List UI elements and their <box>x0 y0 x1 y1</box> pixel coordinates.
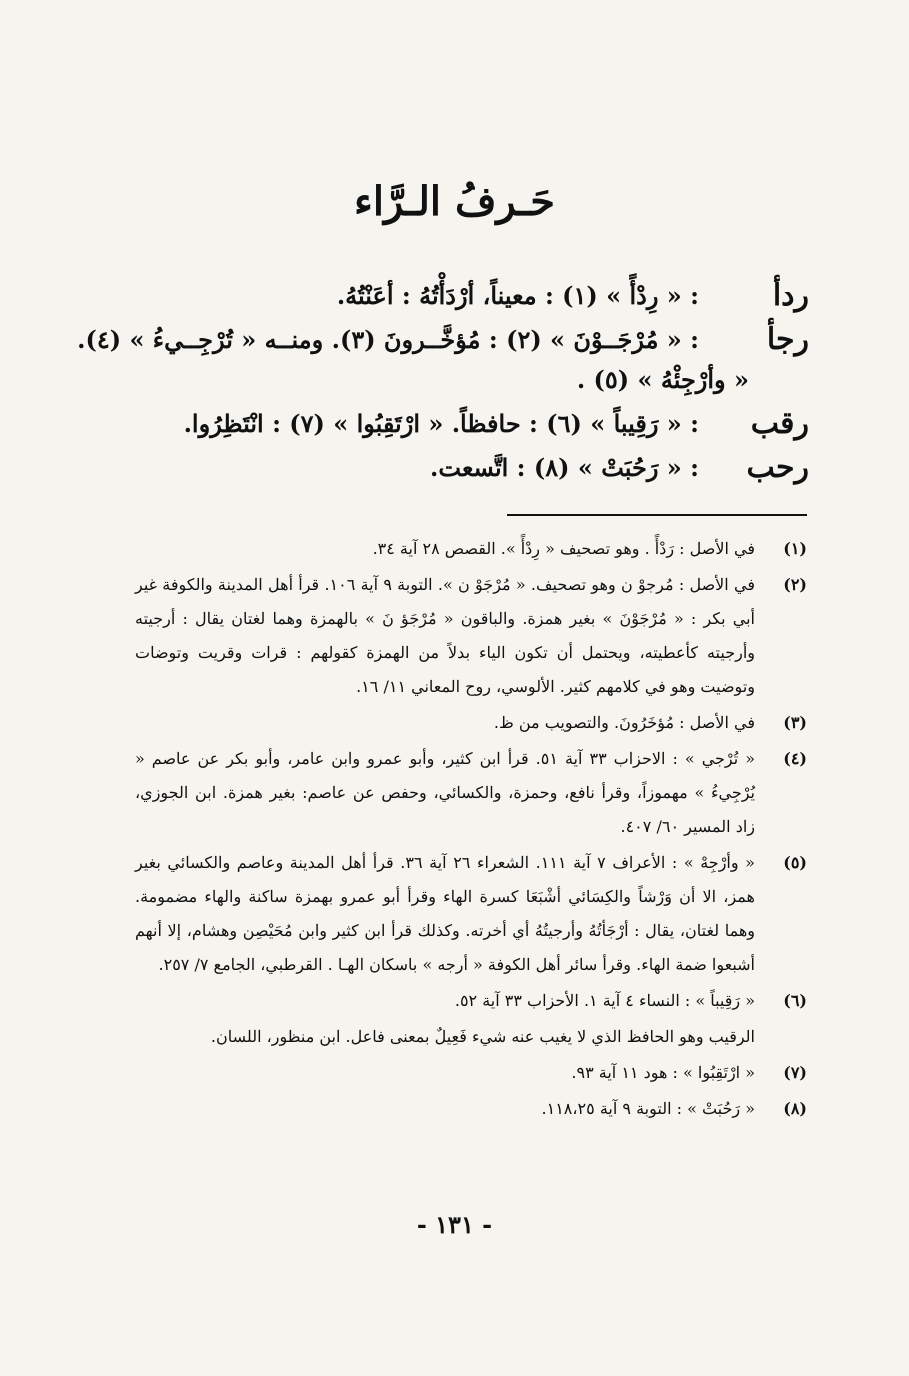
footnote-text: « رَقِيباً » : النساء ٤ آية ١. الأحزاب ٣٣ آية ٥٢. <box>454 991 755 1010</box>
footnote-text: في الأصل : رَدْأً . وهو تصحيف « رِدْأً ». القصص ٢٨ آية ٣٤. <box>372 539 755 558</box>
glossary-entries <box>77 276 809 492</box>
footnote <box>135 742 807 844</box>
footnote-text: « وأرْجِهْ » : الأعراف ٧ آية ١١١. الشعراء ٢٦ آية ٣٦. قرأ أهل المدينة وعاصم والكسائي بغير همز، الا أن وَرْشاً والكِسَائي أشْبَعَا كسرة الهاء وقرأ أبو عمرو بهمزة ساكنة والهاء مضمومة. وهما لغتان، يقال : أرْجَأتُهُ وأرجيتُهُ أي أخرته. وكذلك قرأ ابن كثير وابن مُحَيْصِن وهشام، إلا أنهم أشبعوا ضمة الهاء. وقرأ سائر أهل الكوفة « أرجه » باسكان الهـا . القرطبي، الجامع ٧/ ٢٥٧. <box>135 853 755 974</box>
glossary-entry <box>89 448 809 488</box>
footnote-number: (٣) <box>783 713 807 732</box>
entry-definition: : « مُرْجَــوْنَ » (٢) : مُؤخَّــرونَ (٣). ومنــه « تُرْجِــيءُ » (٤). <box>77 325 699 354</box>
footnote <box>135 846 807 982</box>
footnote-text: في الأصل : مُؤخَرُونَ. والتصويب من ظ. <box>493 713 755 732</box>
footnote <box>135 1056 807 1090</box>
footnote-number: (٦) <box>783 991 807 1010</box>
chapter-title: حَـرفُ الـرَّاء <box>354 178 555 225</box>
glossary-entry <box>89 404 809 444</box>
footnote-text: « ارْتَقِبُوا » : هود ١١ آية ٩٣. <box>571 1063 755 1082</box>
page-number: - ١٣١ - <box>416 1210 493 1239</box>
footnote-number: (٧) <box>783 1063 807 1082</box>
footnote-text: في الأصل : مُرجوْ ن وهو تصحيف. « مُرْجَوْ ن ». التوبة ٩ آية ١٠٦. قرأ أهل المدينة والكوفة غير أبي بكر : « مُرْجَوْنَ » بغير همزة. والباقون « مُرْجَؤ نَ » بالهمزة وهما لغتان يقال : أرجيته وأرجيته كأعطيته، ويحتمل أن تكون الياء بدلاً من الهمزة كقولهم : قرات وقريت وتوضات وتوضيت وهو في كلامهم كثير. الألوسي، روح المعاني ١١/ ١٦. <box>135 575 756 696</box>
footnote <box>135 984 807 1018</box>
footnote-text: الرقيب وهو الحافظ الذي لا يغيب عنه شيء فَعِيلٌ بمعنى فاعل. ابن منظور، اللسان. <box>210 1027 755 1046</box>
footnote-number: (٢) <box>783 575 807 594</box>
footnote <box>135 532 807 566</box>
footnote-separator <box>507 514 807 516</box>
entry-headword: ردأ <box>772 278 809 313</box>
glossary-entry <box>89 276 809 316</box>
footnote <box>135 1092 807 1126</box>
footnote-number: (١) <box>783 539 807 558</box>
footnote-number: (٤) <box>783 749 807 768</box>
entry-definition-continued: « وأرْجِئْهُ » (٥) . <box>576 365 749 394</box>
footnote-number: (٥) <box>783 853 807 872</box>
entry-definition: : « رَحُبَتْ » (٨) : اتَّسعت. <box>430 453 699 482</box>
entry-definition: : « رَقِيباً » (٦) : حافظاً. « ارْتَقِبُوا » (٧) : انْتَظِرُوا. <box>183 409 699 438</box>
glossary-entry <box>77 320 809 400</box>
footnotes <box>135 532 807 1128</box>
entry-definition: : « رِدْأً » (١) : معيناً، أرْدَأْتُهُ : أعَنْتُهُ. <box>336 281 699 310</box>
footnote <box>135 568 807 704</box>
entry-headword: رحب <box>746 450 809 485</box>
footnote-text: « تُرْجي » : الاحزاب ٣٣ آية ٥١. قرأ ابن كثير، وأبو عمرو وابن عامر، وأبو بكر عن عاصم « يُرْجِيءُ » مهموزاً، وقرأ نافع، وحمزة، والكسائي، وحفص عن عاصم: بغير همزة. ابن الجوزي، زاد المسير ٦٠/ ٤٠٧. <box>135 749 756 836</box>
footnote <box>135 706 807 740</box>
footnote-text: « رَحُبَتْ » : التوبة ٩ آية ١١٨،٢٥. <box>541 1099 755 1118</box>
footnote-number: (٨) <box>783 1099 807 1118</box>
footnote-continuation <box>135 1020 807 1054</box>
entry-headword: رقب <box>750 406 809 441</box>
entry-headword: رجأ <box>766 322 809 357</box>
